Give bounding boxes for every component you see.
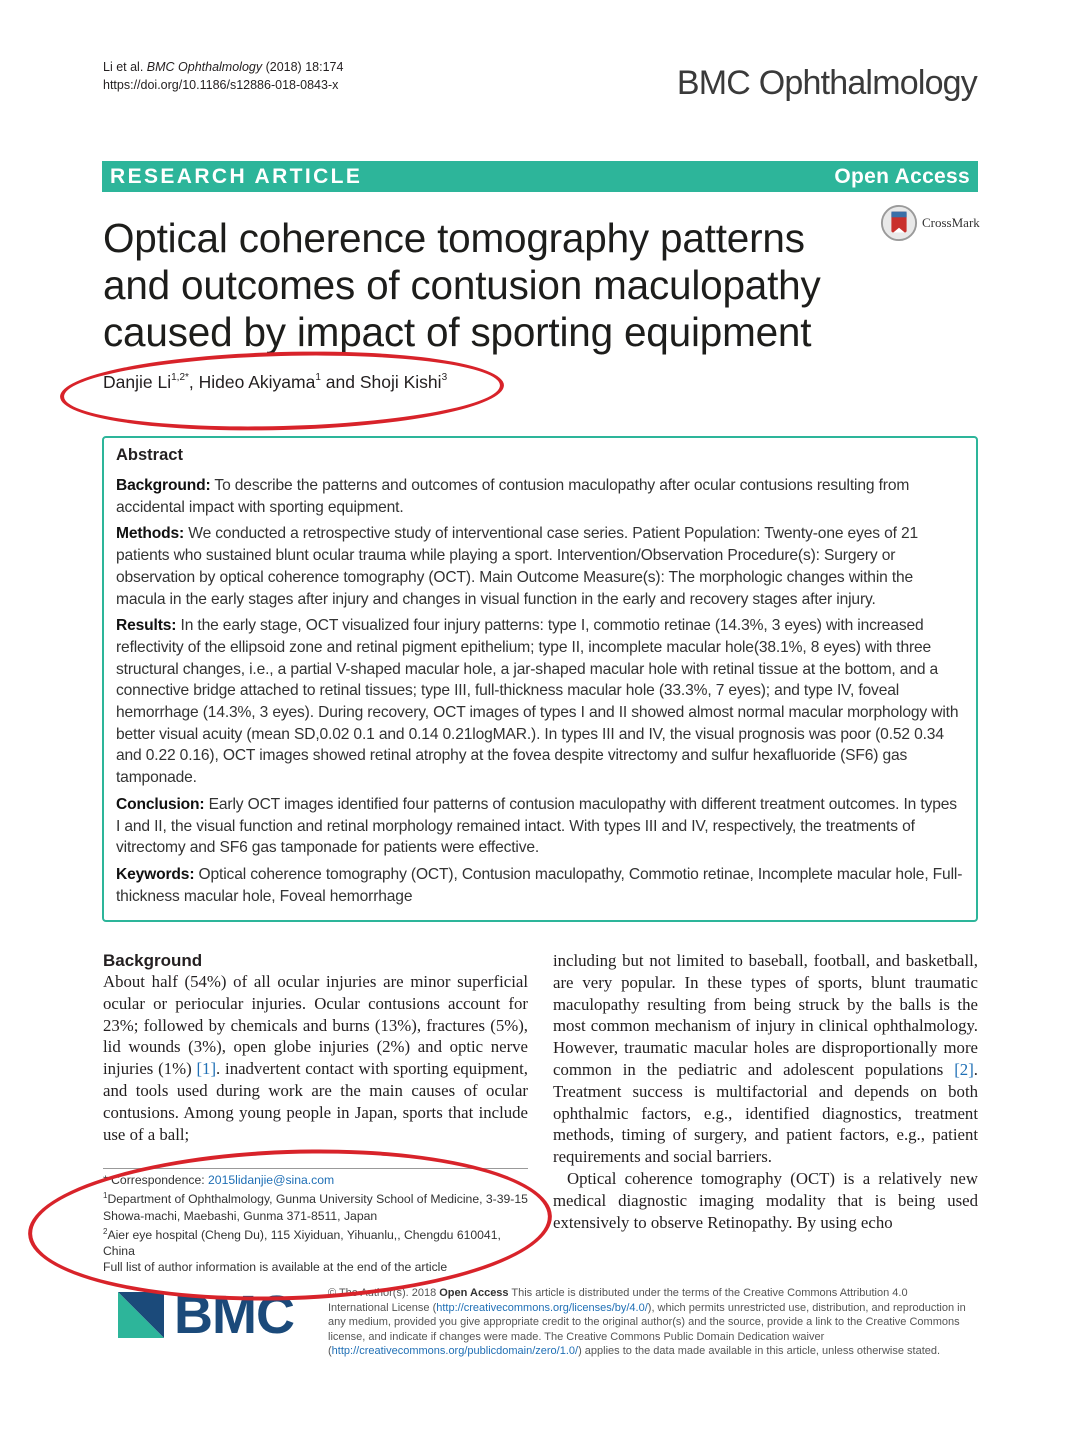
citation-journal: BMC Ophthalmology xyxy=(146,60,263,74)
license-statement xyxy=(328,1286,968,1359)
abstract-text: We conducted a retrospective study of interventional case series. Patient Population: Twenty-one eyes of 21 patients who sustained blunt ocular trauma while playing a sport. Intervention/Observation Procedure(s): Surgery or observation by optical coherence tomography (OCT). Main Outcome Measure(s): The morphologic changes within the macula in the early stages after injury and changes in visual function in the early and recovery stages after injury. xyxy=(116,525,919,608)
author-affiliation-sup: 1,2* xyxy=(171,372,189,383)
body-paragraph xyxy=(553,950,978,1168)
author-name: and Shoji Kishi xyxy=(320,372,442,392)
license-text: This article is distributed under the terms of the Creative Commons Attribution 4.0 International License ( xyxy=(328,1287,908,1314)
open-access-label: Open Access xyxy=(834,164,970,188)
abstract-label: Background: xyxy=(116,477,211,494)
abstract-text: To describe the patterns and outcomes of contusion maculopathy after ocular contusions resulting from accidental impact with sporting equipment. xyxy=(116,477,910,516)
abstract-label: Results: xyxy=(116,617,177,635)
journal-logo: BMC Ophthalmology xyxy=(676,64,977,102)
abstract-box xyxy=(102,436,978,922)
crossmark-label: CrossMark xyxy=(922,215,980,230)
abstract-keywords xyxy=(116,864,964,907)
affiliation-text: Aier eye hospital (Cheng Du), 115 Xiyiduan, Yihuanlu,, Chengdu 610041, China xyxy=(103,1227,501,1259)
affiliation-text: Department of Ophthalmology, Gunma University School of Medicine, 3-39-15 Showa-machi, Maebashi, Gunma 371-8511, Japan xyxy=(103,1192,528,1223)
body-column-left xyxy=(103,950,528,1145)
correspondence-email[interactable]: 2015lidanjie@sina.com xyxy=(208,1173,335,1187)
annotation-ellipse-authors xyxy=(59,346,505,436)
abstract-label: Methods: xyxy=(116,525,185,543)
citation-link[interactable]: [1] xyxy=(196,1059,217,1079)
section-heading: Background xyxy=(103,951,203,970)
affiliation-sup: 1 xyxy=(103,1191,108,1201)
author-name: , Hideo Akiyama xyxy=(188,372,316,392)
abstract-methods xyxy=(116,523,964,610)
citation-volume: (2018) 18:174 xyxy=(262,60,344,74)
citation-header xyxy=(103,58,343,94)
article-type-label: RESEARCH ARTICLE xyxy=(110,164,363,188)
article-title: Optical coherence tomography patterns and outcomes of contusion maculopathy caused by impact of sporting equipment xyxy=(103,215,821,355)
citation-line xyxy=(103,58,343,76)
abstract-results xyxy=(116,615,964,789)
abstract-text: In the early stage, OCT visualized four injury patterns: type I, commotio retinae (14.3%, 3 eyes) with increased reflectivity of the ellipsoid zone and retinal pigment epithelium; type II, incomplete macular hole(38.1%, 8 eyes) with three structural changes, i.e., a partial V-shaped macular hole, a jar-shaped macular hole with retinal tissue at the bottom, and a connective bridge attached to retinal tissues; type III, full-thickness macular hole (33.3%, 7 eyes); and type IV, foveal hemorrhage (14.3%, 3 eyes). During recovery, OCT images of types I and II showed almost normal macular morphology with better visual acuity (mean SD,0.02 0.1 and 0.14 0.21logMAR.). In types III and IV, the visual prognosis was poor (0.52 0.34 and 0.22 0.16), OCT images showed retinal atrophy at the fovea despite vitrectomy and sulfur hexafluoride (SF6) gas tamponade. xyxy=(116,617,959,787)
doi-link[interactable]: https://doi.org/10.1186/s12886-018-0843-x xyxy=(103,78,339,92)
body-column-right xyxy=(553,950,978,1233)
body-text: About half (54%) of all ocular injuries are minor superficial ocular or periocular injuries. Ocular contusions account for 23%; followed by chemicals and burns (13%), fractures (5%), lid wounds (3%), open globe injuries (2%) and optic nerve injuries (1%) xyxy=(103,972,528,1079)
license-open-access: Open Access xyxy=(439,1287,509,1299)
abstract-background xyxy=(116,475,964,518)
body-paragraph xyxy=(103,971,528,1145)
license-text: © The Author(s). 2018 xyxy=(328,1287,440,1299)
body-text: . Treatment success is multifactorial and depends on both ophthalmic factors, e.g., identified diagnostics, treatment methods, timing of surgery, and patient factors, e.g., patient requirements and social barriers. xyxy=(553,1059,978,1167)
abstract-text: Early OCT images identified four patterns of contusion maculopathy with different treatment outcomes. In types I and II, the visual function and retinal morphology remained intact. With types III and IV, respectively, the treatments of vitrectomy and SF6 gas tamponade for patients were effective. xyxy=(116,795,957,857)
crossmark-badge[interactable] xyxy=(880,204,980,242)
correspondence-label: * Correspondence: xyxy=(103,1173,209,1187)
author-affiliation-sup: 3 xyxy=(441,372,448,383)
article-type-banner xyxy=(102,161,978,192)
body-paragraph: Optical coherence tomography (OCT) is a relatively new medical diagnostic imaging modality that is being used extensively to observe Retinopathy. By using echo xyxy=(553,1168,978,1232)
body-text: . inadvertent contact with sporting equipment, and tools used during work are the main causes of ocular contusions. Among young people in Japan, sports that include use of a ball; xyxy=(103,1059,528,1144)
bmc-logo-icon xyxy=(118,1292,164,1338)
abstract-text: Optical coherence tomography (OCT), Contusion maculopathy, Commotio retinae, Incomplete macular hole, Full-thickness macular hole, Foveal hemorrhage xyxy=(116,865,963,905)
abstract-label: Conclusion: xyxy=(116,795,205,813)
license-text: ) applies to the data made available in this article, unless otherwise stated. xyxy=(578,1345,941,1358)
citation-link[interactable]: [2] xyxy=(954,1059,974,1079)
citation-authors: Li et al. xyxy=(103,60,147,74)
license-link[interactable]: http://creativecommons.org/licenses/by/4.0/ xyxy=(436,1301,648,1314)
crossmark-icon xyxy=(880,204,918,242)
publisher-wordmark: BMC xyxy=(174,1285,294,1345)
license-link[interactable]: http://creativecommons.org/publicdomain/zero/1.0/ xyxy=(331,1345,579,1358)
author-info-note: Full list of author information is available at the end of the article xyxy=(103,1260,448,1275)
author-name: Danjie Li xyxy=(103,372,172,392)
abstract-heading: Abstract xyxy=(116,446,183,464)
abstract-conclusion xyxy=(116,794,964,859)
body-text: including but not limited to baseball, football, and basketball, are very popular. In these types of sports, blunt traumatic maculopathy resulting from being struck by the balls is the most common mechanism of injury in clinical ophthalmology. However, traumatic macular holes are disproportionally more common in the pediatric and adolescent populations xyxy=(553,951,978,1079)
affiliation-sup: 2 xyxy=(103,1226,108,1236)
license-text: ), which permits unrestricted use, distribution, and reproduction in any medium, provided you give appropriate credit to the original author(s) and the source, provide a link to the Creative Commons license, and indicate if changes were made. The Creative Commons Public Domain Dedication waiver ( xyxy=(328,1301,966,1358)
abstract-label: Keywords: xyxy=(116,865,195,883)
author-affiliation-sup: 1 xyxy=(315,372,321,383)
annotation-ellipse-affiliations xyxy=(26,1141,555,1309)
